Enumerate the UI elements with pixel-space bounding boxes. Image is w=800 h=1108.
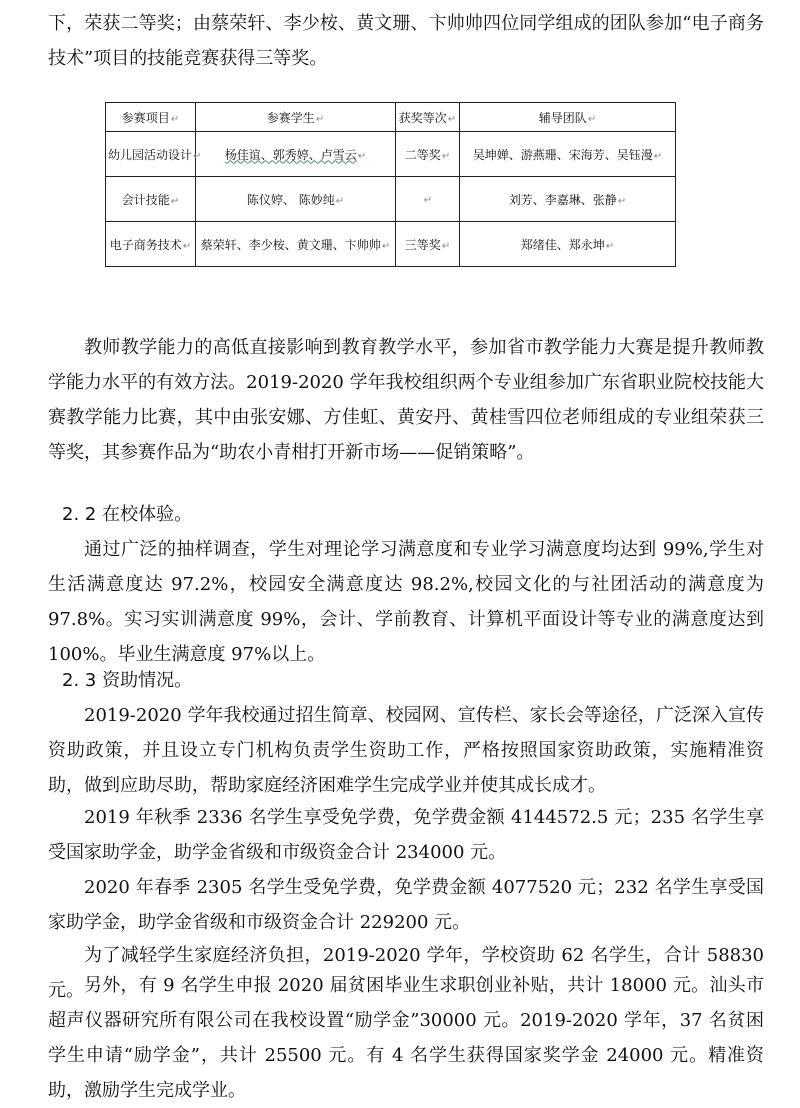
- section-heading-2-3: 2. 3 资助情况。: [62, 670, 193, 691]
- awards-table: [105, 102, 676, 267]
- campus-experience-paragraph: 通过广泛的抽样调查，学生对理论学习满意度和专业学习满意度均达到 99%,学生对生活满意度达 97.2%，校园安全满意度达 98.2%,校园文化的与社团活动的满意度为97.8%。实习实训满意度 99%，会计、学前教育、计算机平面设计等专业的满意度达到100%。毕业生满意度 97%以上。: [48, 539, 764, 665]
- section-heading-2-2: 2. 2 在校体验。: [62, 504, 193, 525]
- table-header-row: [106, 103, 676, 132]
- table-cell: ↵: [396, 177, 460, 222]
- table-row: [106, 222, 676, 267]
- header-cell: 辅导团队↵: [460, 103, 676, 132]
- header-cell: 参赛项目↵: [106, 103, 196, 132]
- table-cell: 二等奖↵: [396, 132, 460, 177]
- teaching-ability-paragraph: 教师教学能力的高低直接影响到教育教学水平，参加省市教学能力大赛是提升教师教学能力水平的有效方法。2019-2020 学年我校组织两个专业组参加广东省职业院校技能大赛教学能力比赛，其中由张安娜、方佳虹、黄安丹、黄桂雪四位老师组成的专业组荣获三等奖，其参赛作品为“助农小青柑打开新市场——促销策略”。: [48, 337, 764, 463]
- table-cell: 吴坤婵、游燕珊、宋海芳、吴钰漫↵: [460, 132, 676, 177]
- funding-paragraph-1: 2019-2020 学年我校通过招生简章、校园网、宣传栏、家长会等途径，广泛深入宣传资助政策，并且设立专门机构负责学生资助工作，严格按照国家资助政策，实施精准资助，做到应助尽助，帮助家庭经济困难学生完成学业并使其成长成才。: [48, 705, 764, 796]
- funding-paragraph-5: 另外，有 9 名学生申报 2020 届贫困毕业生求职创业补贴，共计 18000 元。汕头市超声仪器研究所有限公司在我校设置“励学金”30000 元。2019-2020 学年，37 名贫困学生申请“励学金”，共计 25500 元。有 4 名学生获得国家奖学金 24000 元。精准资助，激励学生完成学业。: [48, 975, 764, 1101]
- funding-paragraph-3: 2020 年春季 2305 名学生受免学费，免学费金额 4077520 元；232 名学生享受国家助学金，助学金省级和市级资金合计 229200 元。: [48, 877, 764, 933]
- table-cell: 刘芳、李嘉琳、张静↵: [460, 177, 676, 222]
- table-cell: 杨佳谊、郭秀婷、卢雪云↵: [196, 132, 396, 177]
- table-cell: 蔡荣轩、李少桉、黄文珊、卞帅帅↵: [196, 222, 396, 267]
- intro-paragraph: 下，荣获二等奖；由蔡荣轩、李少桉、黄文珊、卞帅帅四位同学组成的团队参加“电子商务技术”项目的技能竞赛获得三等奖。: [48, 13, 764, 69]
- table-cell: 会计技能↵: [106, 177, 196, 222]
- table-row: [106, 132, 676, 177]
- table-row: [106, 177, 676, 222]
- header-cell: 参赛学生↵: [196, 103, 396, 132]
- header-cell: 获奖等次↵: [396, 103, 460, 132]
- table-cell: 电子商务技术↵: [106, 222, 196, 267]
- funding-paragraph-2: 2019 年秋季 2336 名学生享受免学费，免学费金额 4144572.5 元；235 名学生享受国家助学金，助学金省级和市级资金合计 234000 元。: [48, 807, 764, 863]
- table-cell: 陈仪婷、 陈妙纯↵: [196, 177, 396, 222]
- table-cell: 三等奖↵: [396, 222, 460, 267]
- table-cell: 郑绪佳、郑永坤↵: [460, 222, 676, 267]
- table-cell: 幼儿园活动设计↵: [106, 132, 196, 177]
- funding-paragraph-4: 为了减轻学生家庭经济负担，2019-2020 学年，学校资助 62 名学生，合计 58830 元。: [48, 945, 764, 1001]
